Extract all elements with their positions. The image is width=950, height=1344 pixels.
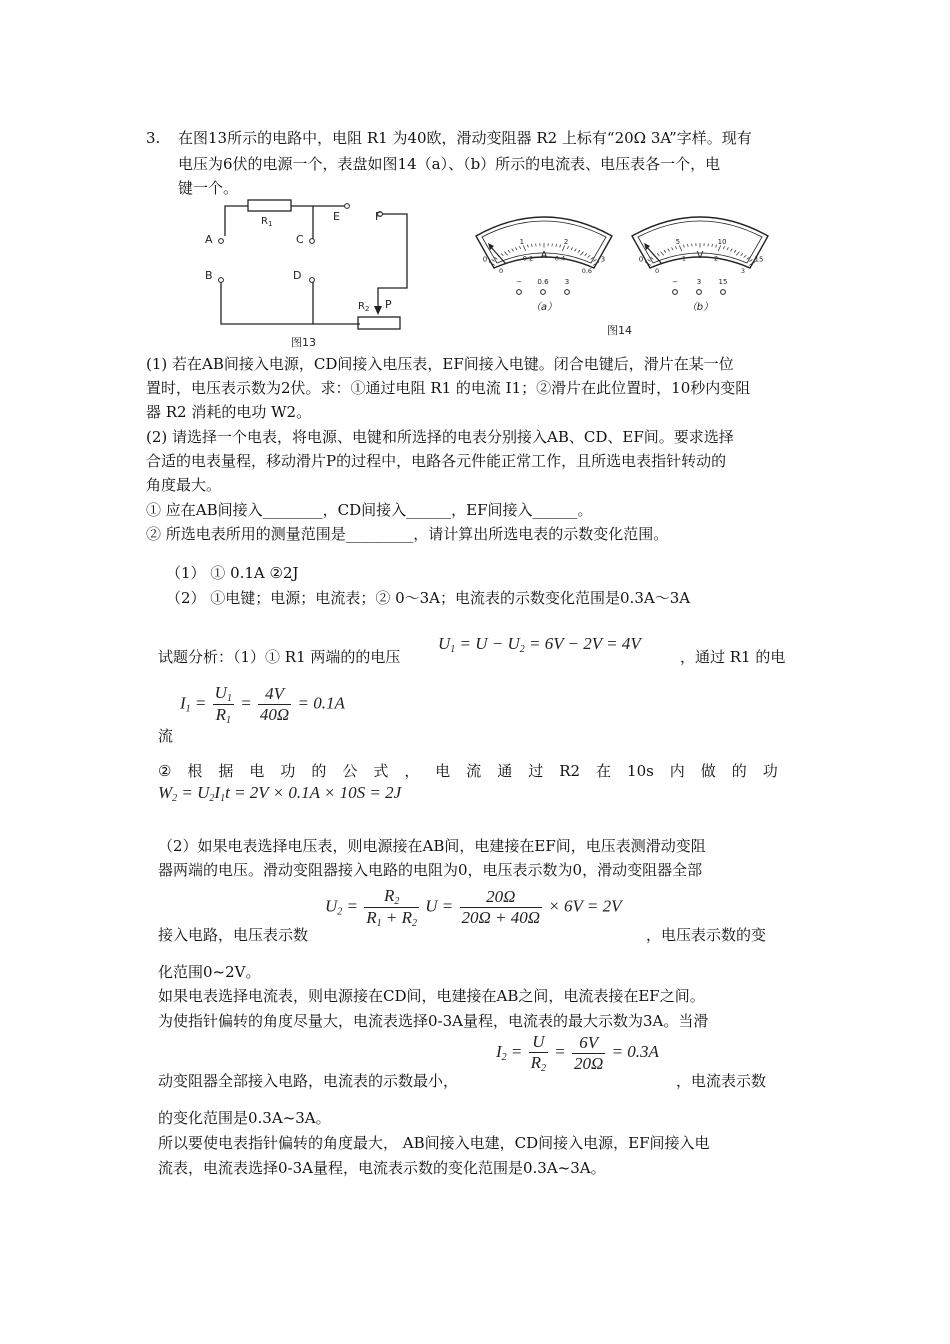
question-line-1: 在图13所示的电路中，电阻 R1 为40欧，滑动变阻器 R2 上标有“20Ω 3A”字样。现有 [178,129,752,147]
analysis-a3-word: 过 [528,762,544,780]
analysis-a3-word: 通 [497,762,513,780]
formula-i1: $I_1$ = $\frac{U_1}{R_1}$ = $\frac{4V}{40\Omega}$ = 0.1A [180,683,345,726]
analysis-b4: 化范围0~2V。 [158,963,261,981]
analysis-a3-word: 的 [731,762,747,780]
analysis-a3-word: 在 [596,762,612,780]
analysis-c3-prefix: 动变阻器全部接入电路，电流表的示数最小， [158,1072,459,1090]
ammeter-outer-tick-label: 3 [600,255,606,264]
analysis-a3-word: 流 [466,762,482,780]
answer-2: （2） ①电键；电源；电流表；② 0～3A；电流表的示数变化范围是0.3A～3A [166,589,691,607]
analysis-a2-word: 流 [158,727,174,745]
ammeter-unit-label: A [540,250,548,261]
analysis-a3-word: 功 [762,762,778,780]
part1-line-1: (1) 若在AB间接入电源，CD间接入电压表，EF间接入电键。闭合电键后，滑片在某一位 [146,355,734,373]
terminal-b: B [205,269,213,282]
formula-w2: $W_2 = U_2I_1t = 2V \times 0.1A \times 10S = 2J$ [158,783,402,804]
analysis-a3-line [158,760,778,782]
r2-subscript: 2 [364,305,370,313]
ammeter-terminal [517,290,522,295]
terminal-e: E [333,210,340,223]
formula-i2: $I_2$ = $\frac{U}{R_2}$ = $\frac{6V}{20\Omega}$ = 0.3A [496,1032,659,1074]
analysis-a3-word: 内 [669,762,685,780]
terminal-c: C [296,233,304,246]
question-line-2: 电压为6伏的电源一个，表盘如图14（a）、（b）所示的电流表、电压表各一个，电 [178,155,721,173]
svg-text:R1 [261,216,272,228]
voltmeter-inner-tick-label: 1 [681,254,687,263]
ammeter-meter [476,217,612,313]
analysis-a3-word: ② [158,762,172,780]
analysis-a1-prefix: 试题分析：（1）① R1 两端的的电压 [158,648,401,666]
voltmeter-terminal [697,290,702,295]
ammeter-terminal-label: − [516,278,522,286]
terminal-a: A [205,233,213,246]
voltmeter-inner-tick-label: 2 [713,254,719,263]
analysis-a3-word: 式 [373,762,389,780]
ammeter-outer-tick-label: 0 [482,255,488,264]
part2-line-2: 合适的电表量程，移动滑片P的过程中，电路各元件能正常工作，且所选电表指针转动的 [146,452,727,470]
analysis-d2: 流表，电流表选择0-3A量程，电流表示数的变化范围是0.3A~3A。 [158,1159,606,1177]
part1-line-3: 器 R2 消耗的电功 W2。 [146,403,312,421]
r2-label: R [358,301,365,312]
voltmeter-terminal [721,290,726,295]
circuit-diagram-fig13 [195,196,420,352]
meters-fig14 [470,206,790,341]
voltmeter-inner-tick-label: 3 [740,267,745,276]
ammeter-inner-tick-label: 0.6 [581,267,593,276]
ammeter-terminal [565,290,570,295]
analysis-a3-word: 做 [700,762,716,780]
svg-text:R2 [358,301,369,313]
voltmeter-meter [632,217,768,313]
voltmeter-terminal-label: − [672,278,678,286]
formula-u2: $U_2$ = $\frac{R_2}{R_1 + R_2}$ U = $\frac{20\Omega}{20\Omega + 40\Omega}$ × 6V = 2V [325,886,622,929]
formula-u1: $U_1 = U - U_2 = 6V - 2V = 4V$ [438,634,641,655]
voltmeter-terminal-label: 15 [718,278,728,286]
ammeter-outer-tick-label: 2 [563,237,569,246]
analysis-a1-suffix: ，通过 R1 的电 [680,648,786,666]
analysis-c4: 的变化范围是0.3A~3A。 [158,1109,331,1127]
analysis-b1: （2）如果电表选择电压表，则电源接在AB间，电建接在EF间，电压表测滑动变阻 [158,837,706,855]
voltmeter-outer-tick-label: 10 [717,237,727,246]
ammeter-inner-tick-label: 0 [499,267,504,276]
analysis-a3-word: 电 [249,762,265,780]
ammeter-sub-caption: （a） [530,302,558,313]
analysis-a3-word: 10s [627,762,654,780]
rheostat-r2 [358,317,400,329]
slider-label-p: P [385,298,392,311]
analysis-a3-word: 的 [311,762,327,780]
answer-1: （1） ① 0.1A ②2J [166,564,299,582]
analysis-c3-suffix: ，电流表示数 [676,1072,767,1090]
voltmeter-terminal-label: 3 [696,278,702,286]
analysis-b3-prefix: 接入电路，电压表示数 [158,926,309,944]
r1-subscript: 1 [267,220,273,228]
voltmeter-unit-label: V [696,250,704,261]
analysis-c2: 为使指针偏转的角度尽量大，电流表选择0-3A量程，电流表的最大示数为3A。当滑 [158,1012,709,1030]
analysis-a3-word: 功 [280,762,296,780]
fig14-caption: 图14 [607,324,632,337]
ammeter-terminal [541,290,546,295]
voltmeter-outer-tick-label: 5 [675,237,681,246]
terminal-d: D [293,269,302,282]
analysis-a3-word: R2 [559,762,581,780]
analysis-b3-suffix: ，电压表示数的变 [646,926,767,944]
analysis-a3-word: 电 [435,762,451,780]
ammeter-outer-tick-label: 1 [519,237,525,246]
part2-line-3: 角度最大。 [146,476,222,494]
voltmeter-inner-tick-label: 0 [655,267,660,276]
ammeter-terminal-label: 0.6 [537,278,549,286]
r1-label: R [261,216,268,227]
analysis-a3-word: 根 [187,762,203,780]
ammeter-inner-tick-label: 0.2 [522,254,534,263]
part2-line-1: (2) 请选择一个电表，将电源、电键和所选择的电表分别接入AB、CD、EF间。要求选择 [146,428,734,446]
analysis-a3-word: ， [404,762,420,780]
voltmeter-sub-caption: （b） [686,302,714,313]
ammeter-terminal-label: 3 [564,278,570,286]
part2-blank-line: ① 应在AB间接入________，CD间接入______，EF间接入______。 [146,501,593,519]
part2-range-line: ② 所选电表所用的测量范围是_________，请计算出所选电表的示数变化范围。 [146,525,669,543]
part1-line-2: 置时，电压表示数为2伏。求：①通过电阻 R1 的电流 I1；②滑片在此位置时，10秒内变阻 [146,379,751,397]
resistor-r1 [248,200,291,211]
analysis-b2: 器两端的电压。滑动变阻器接入电路的电阻为0，电压表示数为0，滑动变阻器全部 [158,861,703,879]
voltmeter-outer-tick-label: 0 [638,255,644,264]
analysis-a3-word: 据 [218,762,234,780]
analysis-c1: 如果电表选择电流表，则电源接在CD间，电建接在AB之间，电流表接在EF之间。 [158,987,705,1005]
question-number: 3. [146,129,161,147]
fig13-caption: 图13 [291,336,316,349]
question-line-3: 键一个。 [178,179,239,197]
analysis-a3-word: 公 [342,762,358,780]
voltmeter-outer-tick-label: 15 [754,255,764,264]
voltmeter-terminal [673,290,678,295]
analysis-d1: 所以要使电表指针偏转的角度最大， AB间接入电建，CD间接入电源，EF间接入电 [158,1134,710,1152]
ammeter-inner-tick-label: 0.4 [554,254,566,263]
terminal-f: F [375,210,382,223]
